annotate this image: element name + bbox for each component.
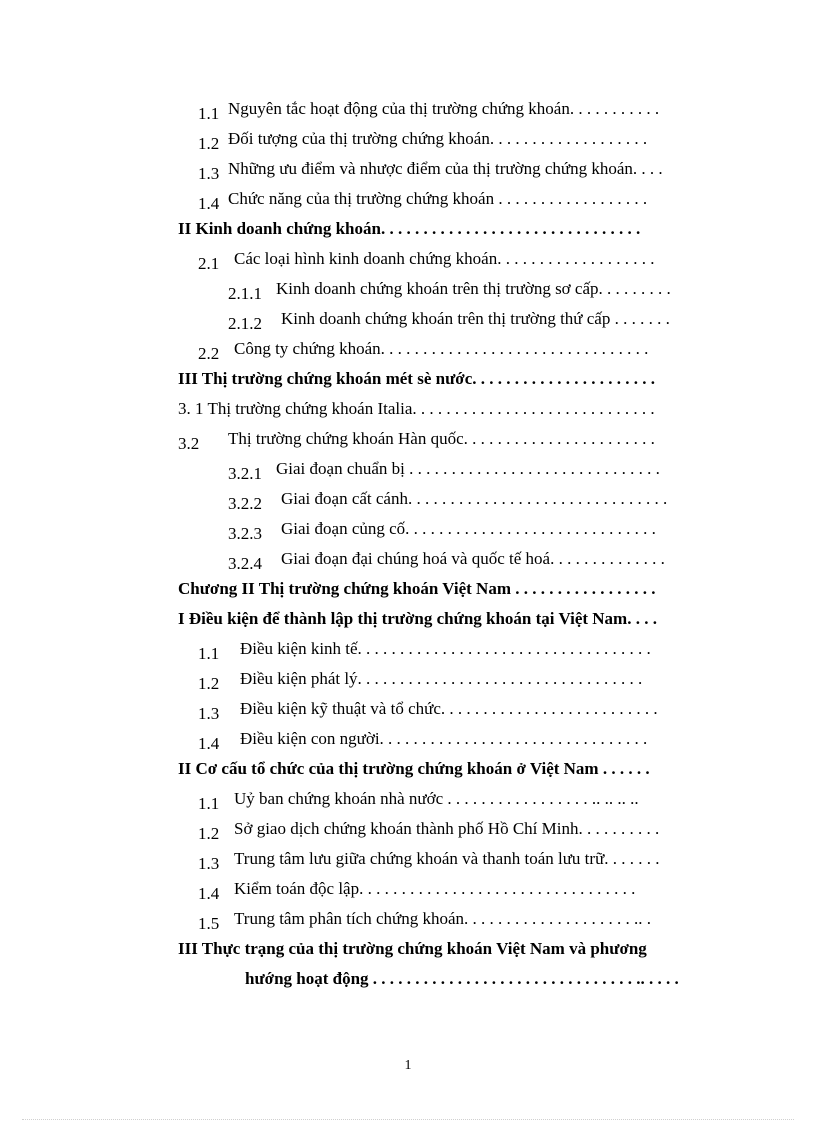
toc-entry-number: 3.2.3 [228, 524, 262, 543]
toc-entry-text: Điều kiện kỹ thuật và tổ chức. . . . . . . . . . . . . . . . . . . . . . . . . . [240, 699, 658, 718]
toc-entry-number: 1.3 [198, 164, 220, 183]
toc-entry-text: III Thị trường chứng khoán mét sè nước. . . . . . . . . . . . . . . . . . . . . . [178, 369, 655, 388]
toc-entry-number: 1.4 [198, 734, 220, 753]
toc-entry-text: Kinh doanh chứng khoán trên thị trường thứ cấp . . . . . . . [281, 309, 670, 328]
toc-entry-number: 1.5 [198, 914, 220, 933]
toc-entry-text: Chương II Thị trường chứng khoán Việt Nam . . . . . . . . . . . . . . . . . [178, 579, 656, 598]
toc-entry-text: Thị trường chứng khoán Hàn quốc. . . . . . . . . . . . . . . . . . . . . . . [228, 429, 655, 448]
toc-entry-number: 1.2 [198, 824, 220, 843]
toc-entry-text: Giai đoạn cất cánh. . . . . . . . . . . . . . . . . . . . . . . . . . . . . . . [281, 489, 668, 508]
toc-entry-text: 3. 1 Thị trường chứng khoán Italia. . . . . . . . . . . . . . . . . . . . . . . . . . . . . [178, 399, 655, 418]
toc-entry-number: 1.2 [198, 674, 220, 693]
toc-entry-text: Kinh doanh chứng khoán trên thị trường sơ cấp. . . . . . . . . [276, 279, 671, 298]
toc-entry-text: Uỷ ban chứng khoán nhà nước . . . . . . . . . . . . . . . . . .. .. .. .. [234, 789, 639, 808]
toc-entry-text: II Cơ cấu tổ chức của thị trường chứng khoán ở Việt Nam . . . . . . [178, 759, 650, 778]
toc-entry-number: 3.2 [178, 434, 200, 453]
toc-entry-number: 1.3 [198, 704, 220, 723]
toc-entry-text: Nguyên tắc hoạt động của thị trường chứng khoán. . . . . . . . . . . [228, 99, 660, 118]
toc-entry-number: 2.1 [198, 254, 220, 273]
toc-entry-number: 2.2 [198, 344, 220, 363]
toc-entry-text: Sở giao dịch chứng khoán thành phố Hồ Chí Minh. . . . . . . . . . [234, 819, 660, 838]
toc-entry-text: II Kinh doanh chứng khoán. . . . . . . . . . . . . . . . . . . . . . . . . . . . . . . [178, 219, 641, 238]
toc-entry-text: Chức năng của thị trường chứng khoán . . . . . . . . . . . . . . . . . . [228, 189, 648, 208]
toc-entry-text: Điều kiện con người. . . . . . . . . . . . . . . . . . . . . . . . . . . . . . . . [240, 729, 648, 748]
toc-entry-text: hướng hoạt động . . . . . . . . . . . . . . . . . . . . . . . . . . . . . . . .. . . . . [245, 969, 679, 988]
page-bottom-divider [22, 1119, 794, 1120]
toc-entry-text: Những ưu điểm và nhược điểm của thị trường chứng khoán. . . . [228, 159, 663, 178]
toc-entry-text: Điều kiện phát lý. . . . . . . . . . . . . . . . . . . . . . . . . . . . . . . . . . [240, 669, 643, 688]
toc-entry-text: Giai đoạn chuẩn bị . . . . . . . . . . . . . . . . . . . . . . . . . . . . . . [276, 459, 660, 478]
toc-entry-number: 1.1 [198, 644, 220, 663]
toc-entry-number: 1.3 [198, 854, 220, 873]
toc-entry-text: Điều kiện kinh tế. . . . . . . . . . . . . . . . . . . . . . . . . . . . . . . . . . . [240, 639, 651, 658]
toc-entry-text: Trung tâm lưu giữa chứng khoán và thanh toán lưu trữ. . . . . . . [234, 849, 660, 868]
toc-entry-number: 1.1 [198, 794, 220, 813]
toc-entry-number: 2.1.1 [228, 284, 262, 303]
toc-entry-text: Các loại hình kinh doanh chứng khoán. . . . . . . . . . . . . . . . . . . [234, 249, 655, 268]
toc-entry-number: 1.2 [198, 134, 220, 153]
toc-entry-text: Công ty chứng khoán. . . . . . . . . . . . . . . . . . . . . . . . . . . . . . . . [234, 339, 649, 358]
toc-entry-number: 3.2.2 [228, 494, 262, 513]
toc-entry-number: 1.4 [198, 194, 220, 213]
toc-entry-text: Đối tượng của thị trường chứng khoán. . . . . . . . . . . . . . . . . . . [228, 129, 648, 148]
toc-entry-number: 3.2.4 [228, 554, 262, 573]
toc-entry-text: Giai đoạn củng cố. . . . . . . . . . . . . . . . . . . . . . . . . . . . . . [281, 519, 656, 538]
toc-entry-text: Kiểm toán độc lập. . . . . . . . . . . . . . . . . . . . . . . . . . . . . . . . . [234, 879, 636, 898]
toc-entry-number: 1.1 [198, 104, 220, 123]
toc-entry-number: 2.1.2 [228, 314, 262, 333]
toc-entry-number: 3.2.1 [228, 464, 262, 483]
page-number: 1 [404, 1058, 412, 1073]
toc-entry-text: Trung tâm phân tích chứng khoán. . . . . . . . . . . . . . . . . . . . .. . [234, 909, 652, 928]
toc-entry-number: 1.4 [198, 884, 220, 903]
toc-entry-text: Giai đoạn đại chúng hoá và quốc tế hoá. . . . . . . . . . . . . . [281, 549, 665, 568]
toc-entry-text: III Thực trạng của thị trường chứng khoán Việt Nam và phương [178, 939, 647, 958]
toc-entry-text: I Điều kiện để thành lập thị trường chứng khoán tại Việt Nam. . . . [178, 609, 657, 628]
